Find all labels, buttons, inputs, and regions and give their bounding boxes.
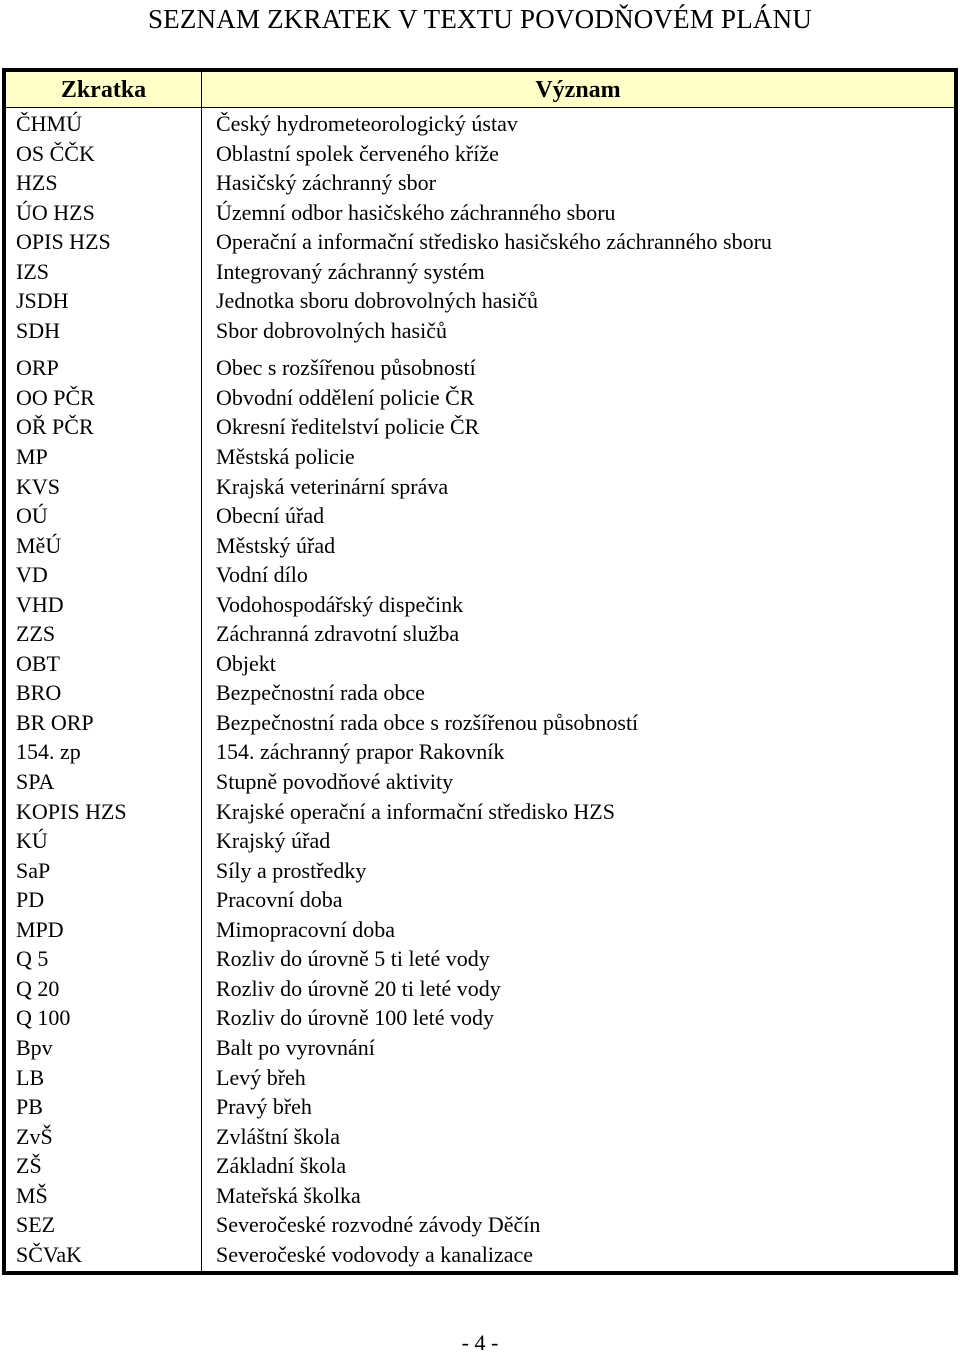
table-row	[6, 708, 954, 738]
table-row	[6, 501, 954, 531]
meaning-cell: Mateřská školka	[216, 1182, 361, 1208]
meaning-cell: Severočeské rozvodné závody Děčín	[216, 1212, 541, 1238]
meaning-cell: Stupně povodňové aktivity	[216, 769, 454, 795]
table-row	[6, 826, 954, 856]
abbreviation-cell: ORP	[16, 355, 59, 381]
meaning-cell: Základní škola	[216, 1153, 347, 1179]
table-row	[6, 797, 954, 827]
table-row	[6, 1181, 954, 1211]
meaning-cell: Obecní úřad	[216, 503, 325, 529]
abbreviation-cell: ČHMÚ	[16, 111, 83, 136]
table-row	[6, 286, 954, 316]
meaning-cell: Oblastní spolek červeného kříže	[216, 140, 499, 166]
table-row	[6, 649, 954, 679]
meaning-cell: Územní odbor hasičského záchranného sboru	[216, 199, 616, 225]
table-row	[6, 974, 954, 1004]
meaning-cell: Severočeské vodovody a kanalizace	[216, 1241, 534, 1267]
abbreviation-cell: KÚ	[16, 828, 48, 854]
table-row	[6, 560, 954, 590]
meaning-cell: Mimopracovní doba	[216, 916, 396, 942]
meaning-cell: Operační a informační středisko hasičského záchranného sboru	[216, 229, 772, 255]
abbreviation-cell: Q 5	[16, 946, 49, 972]
page-number: - 4 -	[461, 1330, 499, 1355]
abbreviation-cell: VHD	[16, 591, 64, 617]
meaning-cell: Balt po vyrovnání	[216, 1034, 375, 1060]
abbreviation-cell: KOPIS HZS	[16, 798, 127, 824]
meaning-cell: Záchranná zdravotní služba	[216, 621, 460, 647]
abbreviation-cell: LB	[16, 1064, 45, 1090]
meaning-cell: Vodní dílo	[216, 562, 308, 588]
table-row	[6, 767, 954, 797]
meaning-cell: Krajská veterinární správa	[216, 473, 449, 499]
meaning-cell: Krajské operační a informační středisko HZS	[216, 798, 615, 824]
abbreviation-cell: SČVaK	[16, 1241, 83, 1267]
meaning-cell: Okresní ředitelství policie ČR	[216, 414, 480, 440]
header-meaning: Význam	[535, 77, 621, 103]
table-row	[6, 531, 954, 561]
table-row	[6, 1003, 954, 1033]
abbreviation-cell: ZŠ	[16, 1153, 42, 1179]
table-row	[6, 139, 954, 169]
meaning-cell: Objekt	[216, 650, 276, 676]
abbreviation-cell: VD	[16, 562, 48, 588]
abbreviation-cell: OÚ	[16, 503, 48, 529]
table-row	[6, 885, 954, 915]
table-row	[6, 1151, 954, 1181]
table-row	[6, 590, 954, 620]
meaning-cell: Pracovní doba	[216, 887, 343, 913]
meaning-cell: Rozliv do úrovně 100 leté vody	[216, 1005, 495, 1031]
abbreviation-cell: PB	[16, 1094, 43, 1120]
table-row	[6, 944, 954, 974]
abbreviation-cell: Q 100	[16, 1005, 71, 1031]
abbreviation-cell: SEZ	[16, 1212, 56, 1238]
abbreviation-cell: OO PČR	[16, 384, 95, 410]
page-title: SEZNAM ZKRATEK V TEXTU POVODŇOVÉM PLÁNU	[147, 4, 813, 34]
meaning-cell: Zvláštní škola	[216, 1123, 341, 1149]
meaning-cell: Bezpečnostní rada obce s rozšířenou působností	[216, 709, 639, 735]
meaning-cell: Sbor dobrovolných hasičů	[216, 317, 447, 343]
abbreviation-cell: MP	[16, 444, 48, 470]
meaning-cell: Obvodní oddělení policie ČR	[216, 384, 475, 410]
table-row	[6, 383, 954, 413]
header-abbreviation: Zkratka	[6, 72, 202, 107]
meaning-cell: Integrovaný záchranný systém	[216, 258, 485, 284]
abbreviation-cell: KVS	[16, 473, 61, 499]
meaning-cell: 154. záchranný prapor Rakovník	[216, 739, 505, 765]
abbreviation-cell: BR ORP	[16, 709, 94, 735]
meaning-cell: Hasičský záchranný sbor	[216, 170, 436, 196]
abbreviations-table	[2, 68, 958, 1275]
abbreviation-cell: SaP	[16, 857, 51, 883]
table-row	[6, 619, 954, 649]
table-row	[6, 316, 954, 346]
abbreviation-cell: ÚO HZS	[16, 199, 95, 225]
abbreviation-cell: MěÚ	[16, 532, 62, 558]
abbreviation-cell: OŘ PČR	[16, 414, 94, 440]
table-row	[6, 227, 954, 257]
abbreviation-cell: 154. zp	[16, 739, 81, 765]
abbreviation-cell: IZS	[16, 258, 49, 284]
abbreviation-cell: PD	[16, 887, 45, 913]
table-row	[6, 257, 954, 287]
table-row	[6, 1092, 954, 1122]
meaning-cell: Síly a prostředky	[216, 857, 367, 883]
meaning-cell: Pravý břeh	[216, 1094, 312, 1120]
abbreviation-cell: SDH	[16, 317, 61, 343]
table-row	[6, 1210, 954, 1240]
abbreviation-cell: ZZS	[16, 621, 56, 647]
abbreviation-cell: OS ČČK	[16, 140, 95, 166]
table-row	[6, 353, 954, 383]
table-row	[6, 856, 954, 886]
abbreviation-cell: OPIS HZS	[16, 229, 111, 255]
table-row	[6, 737, 954, 767]
table-row	[6, 678, 954, 708]
abbreviation-cell: Q 20	[16, 975, 60, 1001]
meaning-cell: Obec s rozšířenou působností	[216, 355, 476, 381]
meaning-cell: Bezpečnostní rada obce	[216, 680, 425, 706]
meaning-cell: Rozliv do úrovně 20 ti leté vody	[216, 975, 501, 1001]
table-row	[6, 1033, 954, 1063]
table-row	[6, 472, 954, 502]
meaning-cell: Krajský úřad	[216, 828, 331, 854]
abbreviation-cell: OBT	[16, 650, 60, 676]
meaning-cell: Městský úřad	[216, 532, 336, 558]
abbreviation-cell: Bpv	[16, 1034, 53, 1060]
abbreviation-cell: JSDH	[16, 288, 69, 314]
abbreviation-cell: ZvŠ	[16, 1123, 53, 1149]
table-row	[6, 109, 954, 139]
meaning-cell: Městská policie	[216, 444, 355, 470]
table-row	[6, 1240, 954, 1270]
abbreviation-cell: BRO	[16, 680, 62, 706]
table-row	[6, 915, 954, 945]
meaning-cell: Vodohospodářský dispečink	[216, 591, 464, 617]
table-row	[6, 412, 954, 442]
meaning-cell: Jednotka sboru dobrovolných hasičů	[216, 288, 538, 314]
abbreviation-cell: MPD	[16, 916, 64, 942]
table-body	[6, 108, 954, 1271]
abbreviation-cell: HZS	[16, 170, 58, 196]
abbreviation-cell: MŠ	[16, 1182, 48, 1208]
table-row	[6, 198, 954, 228]
table-row	[6, 442, 954, 472]
meaning-cell: Levý břeh	[216, 1064, 306, 1090]
table-header	[6, 72, 954, 108]
table-row	[6, 168, 954, 198]
abbreviation-cell: SPA	[16, 769, 55, 795]
meaning-cell: Český hydrometeorologický ústav	[216, 111, 518, 136]
table-row	[6, 1122, 954, 1152]
table-row	[6, 1063, 954, 1093]
meaning-cell: Rozliv do úrovně 5 ti leté vody	[216, 946, 490, 972]
